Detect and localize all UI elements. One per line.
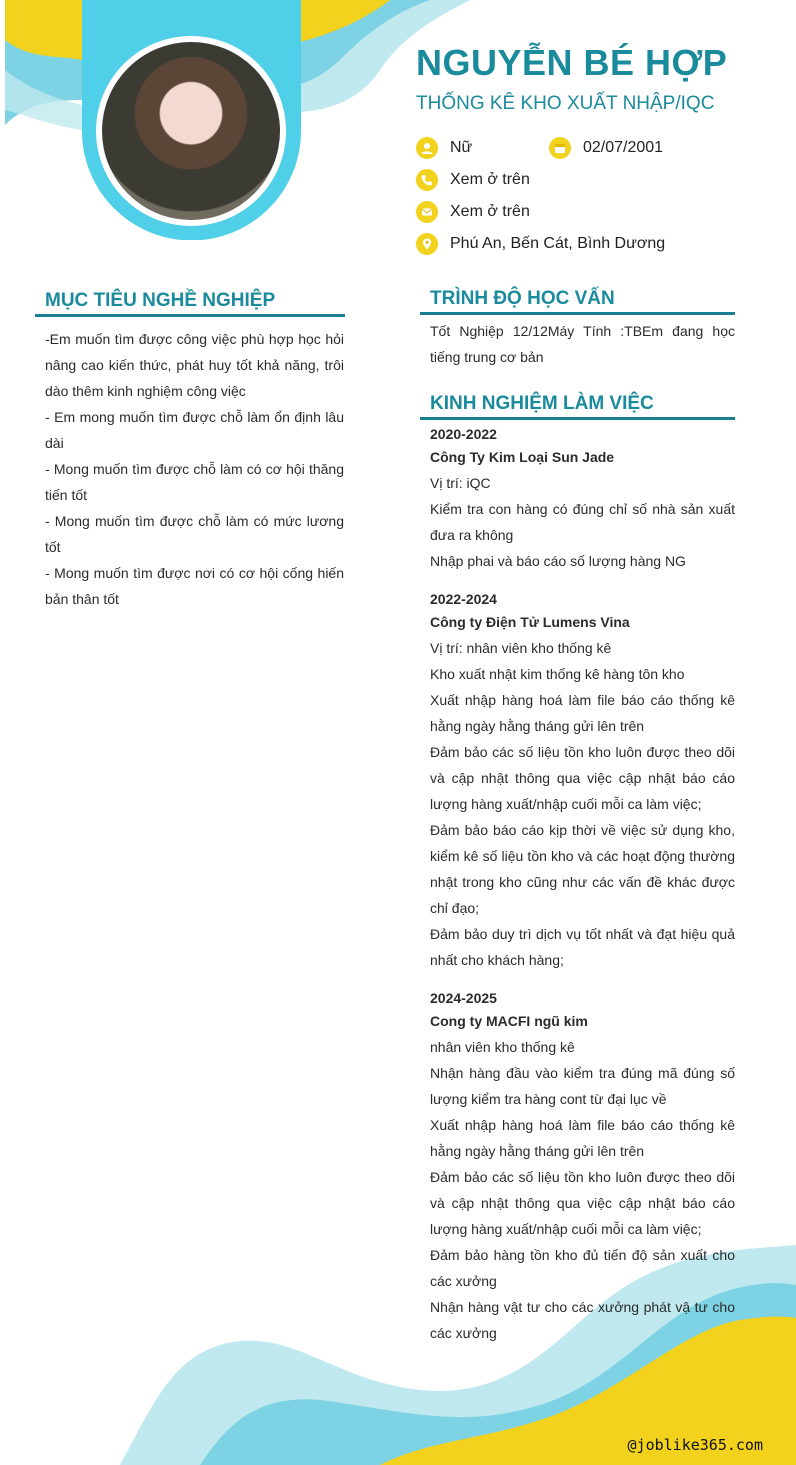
experience-line: Kiểm tra con hàng có đúng chỉ số nhà sản xuất đưa ra không <box>430 501 735 543</box>
experience-line: Đảm bảo các số liệu tồn kho luôn được theo dõi và cập nhật thông qua việc cập nhật báo cáo lượng hàng xuất/nhập cuối mỗi ca làm việc; <box>430 1169 735 1237</box>
info-phone <box>416 169 530 191</box>
experience-list <box>430 424 735 1361</box>
phone-icon <box>416 169 438 191</box>
education-title: TRÌNH ĐỘ HỌC VẤN <box>420 288 735 315</box>
experience-line: Đảm bảo duy trì dịch vụ tốt nhất và đạt hiệu quả nhất cho khách hàng; <box>430 926 735 968</box>
address-value: Phú An, Bến Cát, Bình Dương <box>450 235 666 252</box>
info-gender <box>416 137 472 159</box>
experience-line: Nhận hàng đầu vào kiểm tra đúng mã đúng số lượng kiểm tra hàng cont từ đại lục về <box>430 1065 735 1107</box>
info-address <box>416 233 665 255</box>
phone-value: Xem ở trên <box>450 171 530 188</box>
education-text: Tốt Nghiệp 12/12Máy Tính :TBEm đang học tiếng trung cơ bản <box>430 323 735 365</box>
objective-item: - Mong muốn tìm được nơi có cơ hội cống hiến bản thân tốt <box>45 565 344 607</box>
objective-list <box>45 326 344 612</box>
user-icon <box>416 137 438 159</box>
objective-item: - Mong muốn tìm được chỗ làm có cơ hội thăng tiến tốt <box>45 461 344 503</box>
objective-item: - Em mong muốn tìm được chỗ làm ổn định lâu dài <box>45 409 344 451</box>
experience-line: Xuất nhập hàng hoá làm file báo cáo thống kê hằng ngày hằng tháng gửi lên trên <box>430 692 735 734</box>
avatar <box>102 42 280 220</box>
experience-company: Công ty Điện Tử Lumens Vina <box>430 614 630 630</box>
info-birthdate <box>549 137 663 159</box>
experience-period: 2022-2024 <box>430 591 497 607</box>
experience-line: Nhập phai và báo cáo số lượng hàng NG <box>430 553 686 569</box>
experience-line: Kho xuất nhật kim thống kê hàng tôn kho <box>430 666 685 682</box>
experience-period: 2024-2025 <box>430 990 497 1006</box>
birthdate-value: 02/07/2001 <box>583 139 664 156</box>
gender-value: Nữ <box>450 139 473 156</box>
experience-line: Vị trí: nhân viên kho thống kê <box>430 640 612 656</box>
experience-line: Đảm bảo hàng tồn kho đủ tiến độ sản xuất cho các xưởng <box>430 1247 735 1289</box>
mail-icon <box>416 201 438 223</box>
experience-item <box>430 589 735 973</box>
experience-title: KINH NGHIỆM LÀM VIỆC <box>420 393 735 420</box>
header <box>416 40 727 116</box>
experience-line: Đảm bảo các số liệu tồn kho luôn được theo dõi và cập nhật thông qua việc cập nhật báo cáo lượng hàng xuất/nhập cuối mỗi ca làm việc; <box>430 744 735 812</box>
experience-period: 2020-2022 <box>430 426 497 442</box>
profile-photo-frame <box>82 0 301 240</box>
objective-title: MỤC TIÊU NGHỀ NGHIỆP <box>35 290 345 317</box>
experience-line: Nhận hàng vật tư cho các xưởng phát vậ tư cho các xưởng <box>430 1299 735 1341</box>
experience-line: Xuất nhập hàng hoá làm file báo cáo thống kê hằng ngày hằng tháng gửi lên trên <box>430 1117 735 1159</box>
objective-item: -Em muốn tìm được công việc phù hợp học hỏi nâng cao kiến thức, phát huy tốt khả năng, trôi dào thêm kinh nghiệm công việc <box>45 331 344 399</box>
experience-company: Công Ty Kim Loại Sun Jade <box>430 449 615 465</box>
education-body <box>430 318 735 370</box>
experience-company: Cong ty MACFI ngũ kim <box>430 1013 588 1029</box>
email-value: Xem ở trên <box>450 203 530 220</box>
calendar-icon <box>549 137 571 159</box>
experience-line: Đảm bảo báo cáo kịp thời về việc sử dụng kho, kiểm kê số liệu tồn kho và các hoạt động thường nhật trong kho cũng như các vấn đề khác được chỉ đạo; <box>430 822 735 916</box>
experience-item <box>430 424 735 574</box>
info-email <box>416 201 530 223</box>
candidate-name: NGUYỄN BÉ HỢP <box>416 42 728 83</box>
job-title: THỐNG KÊ KHO XUẤT NHẬP/IQC <box>416 93 715 114</box>
location-icon <box>416 233 438 255</box>
experience-line: nhân viên kho thống kê <box>430 1039 575 1055</box>
objective-item: - Mong muốn tìm được chỗ làm có mức lương tốt <box>45 513 344 555</box>
footer-link[interactable]: @joblike365.com <box>627 1436 763 1454</box>
experience-item <box>430 988 735 1346</box>
experience-line: Vị trí: iQC <box>430 475 491 491</box>
